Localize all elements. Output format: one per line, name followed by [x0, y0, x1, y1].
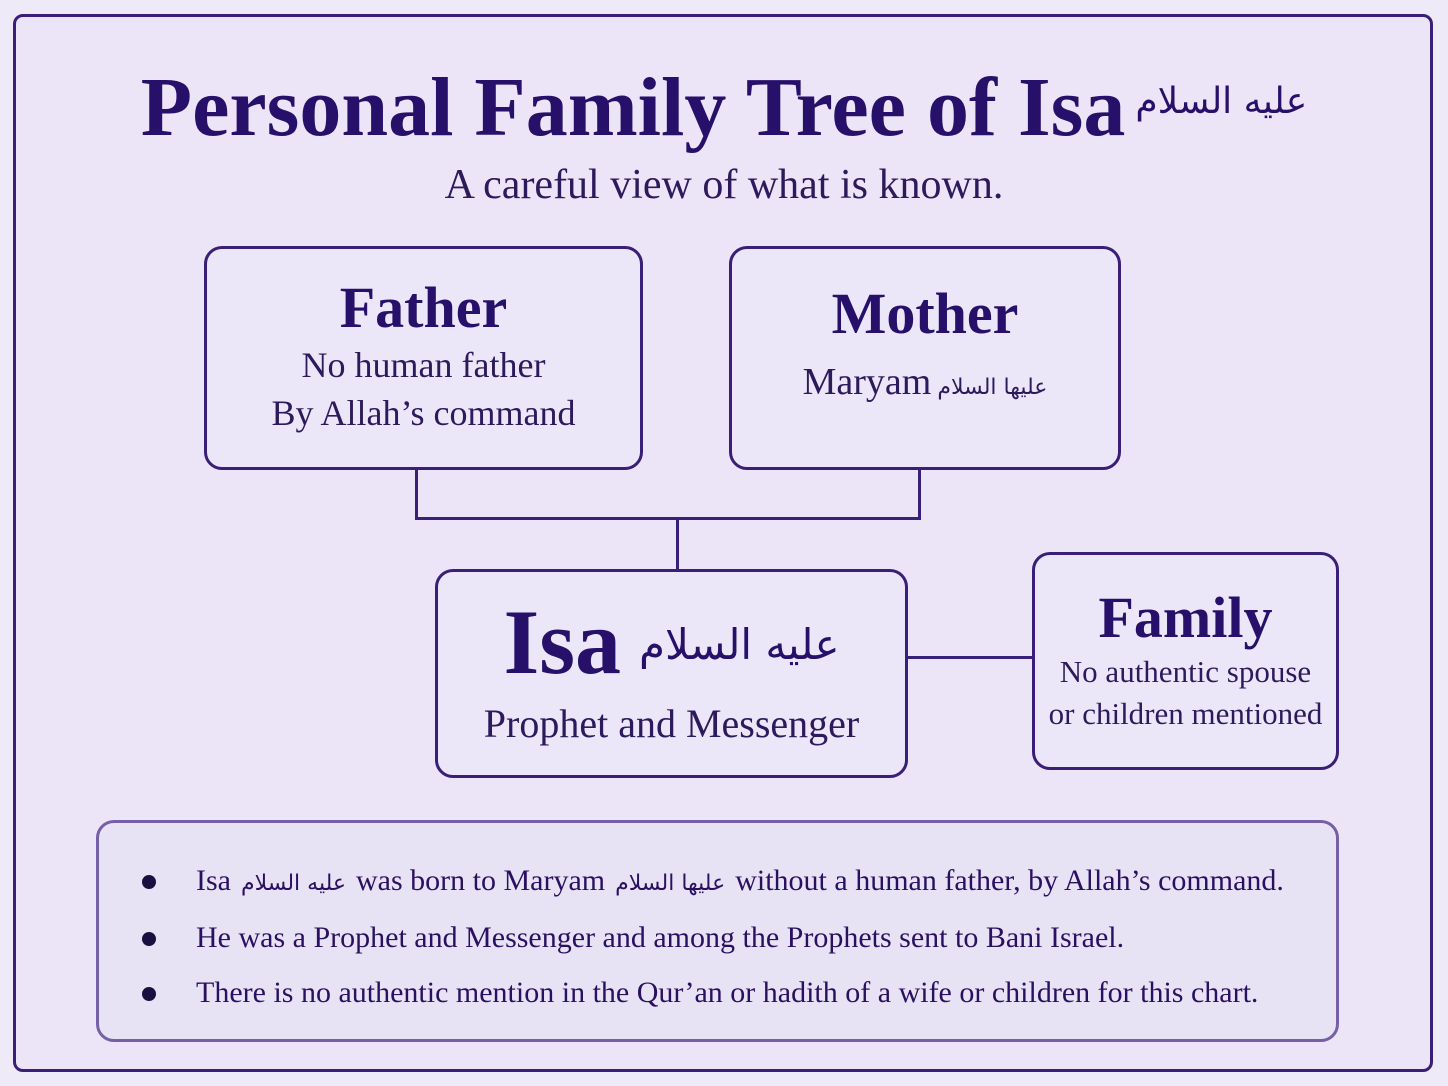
mother-name: Maryam: [802, 361, 932, 403]
connector-to-isa: [676, 517, 679, 570]
mother-heading: Mother: [831, 281, 1019, 346]
isa-role: Prophet and Messenger: [483, 701, 860, 746]
father-heading: Father: [339, 275, 508, 340]
connector-father-down: [415, 469, 418, 520]
isa-heading-line: [438, 592, 905, 695]
note-text-2: He was a Prophet and Messenger and among the Prophets sent to Bani Israel.: [196, 921, 1125, 954]
father-line-1: No human father: [301, 345, 546, 385]
note1-part2: was born to Maryam: [356, 864, 606, 897]
note-item-1: [99, 856, 1339, 906]
mother-name-line: [732, 357, 1118, 413]
page-subtitle: A careful view of what is known.: [444, 162, 1004, 208]
note1-arabic-1: عليه السلام: [240, 871, 347, 896]
bullet-icon: [142, 875, 156, 889]
bullet-icon: [142, 987, 156, 1001]
family-line-1: No authentic spouse: [1059, 654, 1312, 689]
note1-part1: Isa: [196, 864, 231, 897]
father-node: [204, 246, 643, 470]
note-item-3: [99, 968, 1339, 1018]
page-title: [0, 52, 1448, 158]
notes-panel: [96, 820, 1339, 1042]
note-text-3: There is no authentic mention in the Qur’an or hadith of a wife or children for this chart.: [196, 976, 1259, 1009]
note-text-1: [196, 856, 1284, 909]
note-item-2: [99, 913, 1339, 963]
title-arabic-honorific: عليه السلام: [1135, 81, 1308, 122]
isa-node: [435, 569, 908, 778]
family-heading: Family: [1098, 585, 1273, 650]
connector-mother-down: [918, 469, 921, 520]
connector-parents-bar: [415, 517, 921, 520]
mother-node: [729, 246, 1121, 470]
family-node: [1032, 552, 1339, 770]
isa-arabic-honorific: عليه السلام: [639, 620, 840, 669]
isa-heading: Isa: [503, 591, 622, 693]
title-text: Personal Family Tree of Isa: [140, 61, 1126, 154]
note1-part3: without a human father, by Allah’s command.: [735, 864, 1284, 897]
mother-arabic-honorific: عليها السلام: [937, 375, 1048, 400]
father-line-2: By Allah’s command: [271, 393, 576, 433]
note1-arabic-2: عليها السلام: [615, 871, 726, 896]
connector-isa-family: [907, 656, 1033, 659]
bullet-icon: [142, 932, 156, 946]
family-line-2: or children mentioned: [1048, 696, 1323, 731]
